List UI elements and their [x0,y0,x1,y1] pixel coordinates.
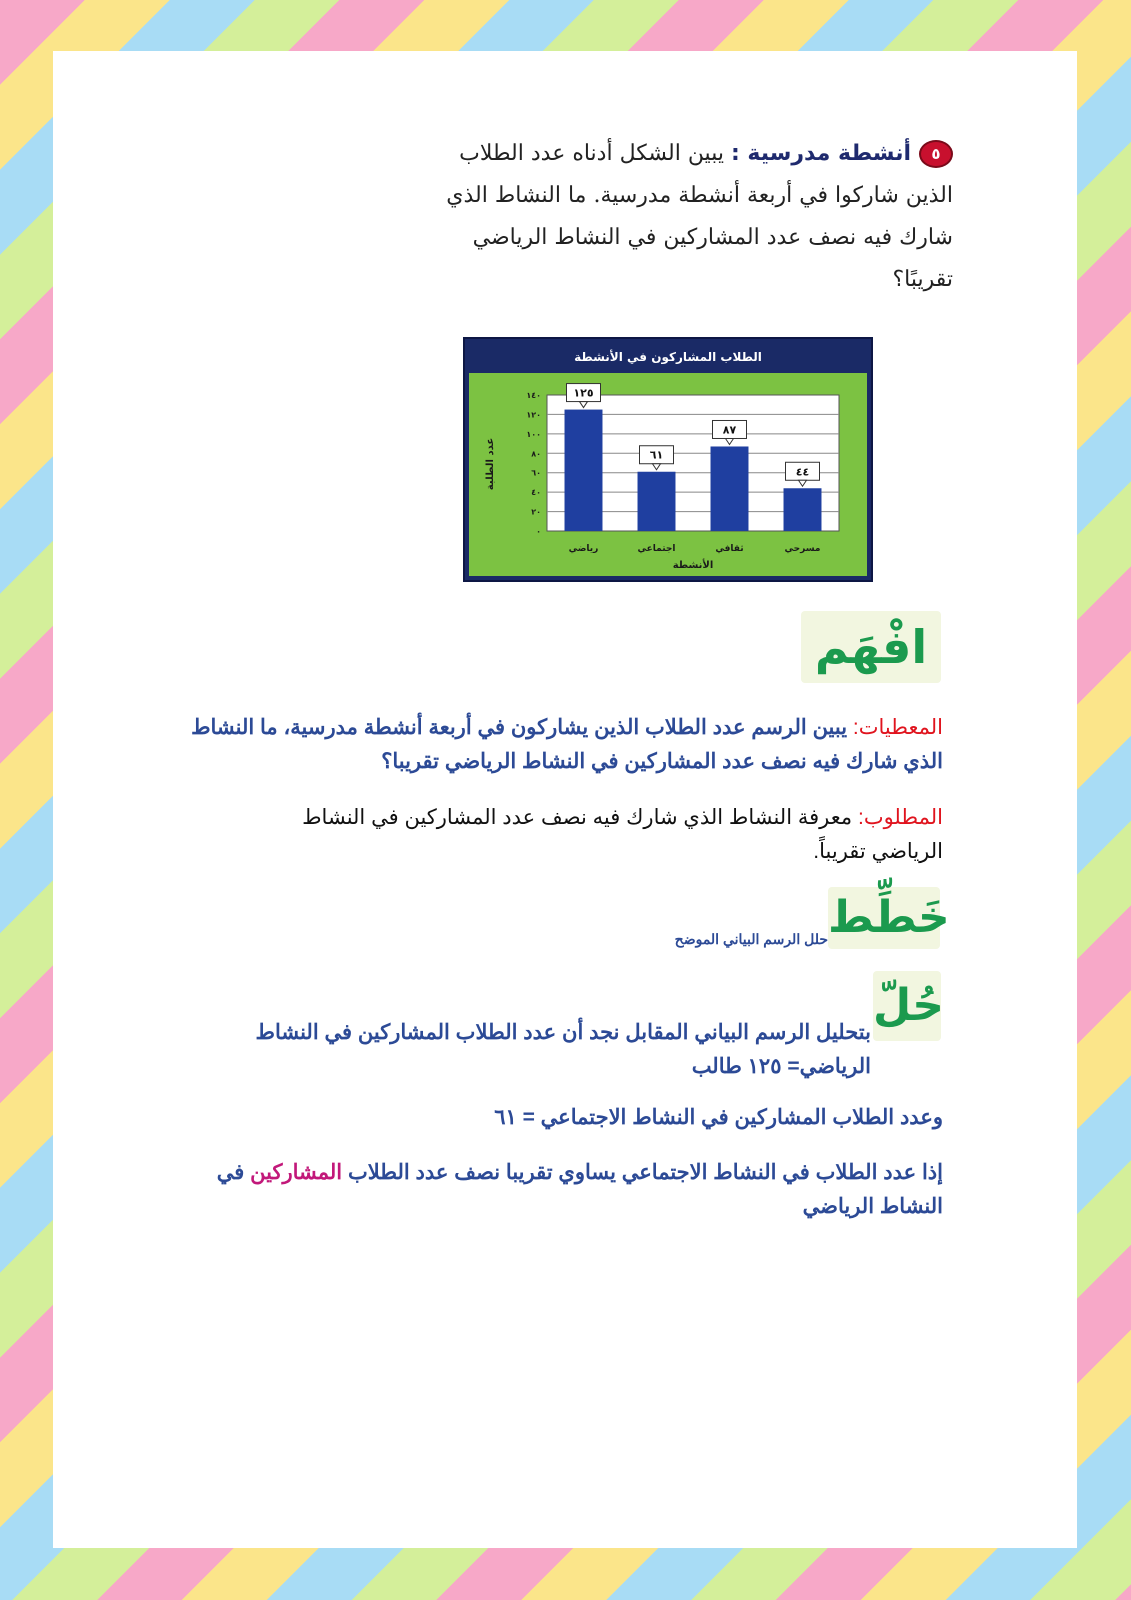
solution-line-3 [173,1156,943,1224]
given-text: يبين الرسم عدد الطلاب الذين يشاركون في أربعة أنشطة مدرسية، ما النشاط الذي شارك فيه نصف عدد المشاركين في النشاط الرياضي تقريبا؟ [191,716,943,773]
y-tick-label: ٦٠ [531,468,541,478]
understand-section-logo: افْهَم [801,611,941,683]
problem-statement [433,133,953,301]
chart-bar [711,446,749,531]
y-tick-label: ١٤٠ [526,391,541,400]
given-label: المعطيات: [852,716,943,739]
data-label: ٤٤ [795,465,810,479]
y-tick-label: ٨٠ [531,449,541,459]
required-paragraph [243,801,943,869]
data-label: ٨٧ [722,423,737,437]
y-axis-title: عدد الطلبة [485,437,496,491]
plan-section-logo: خَطِّط [828,887,940,949]
bar-chart [463,337,873,582]
data-label: ٦١ [649,448,664,462]
solution-line-2: وعدد الطلاب المشاركين في النشاط الاجتماعي = ٦١ [494,1106,943,1129]
problem-text: يبين الشكل أدناه عدد الطلاب الذين شاركوا في أربعة أنشطة مدرسية. ما النشاط الذي شارك فيه نصف عدد المشاركين في النشاط الرياضي تقريبًا؟ [446,141,953,292]
chart-bar [565,410,603,531]
required-text: معرفة النشاط الذي شارك فيه نصف عدد المشاركين في النشاط الرياضي تقريباً. [302,806,943,863]
y-tick-label: ٤٠ [531,488,541,498]
problem-number-badge: ٥ [919,140,953,168]
x-axis-title: الأنشطة [672,560,714,571]
y-tick-label: ٠ [536,527,541,536]
solution-line-3-part-c: في النشاط الرياضي [216,1161,943,1218]
required-label: المطلوب: [857,806,943,829]
data-label: ١٢٥ [573,386,594,400]
given-paragraph [183,711,943,779]
x-tick-label: مسرحي [784,544,821,554]
problem-title: أنشطة مدرسية : [730,141,911,166]
chart-bar [784,488,822,531]
solution-line-3-part-a: إذا عدد الطلاب في النشاط الاجتماعي يساوي تقريبا نصف عدد الطلاب [347,1161,943,1184]
y-tick-label: ١٠٠ [526,429,541,439]
solve-section-logo: حُلّ [873,971,941,1041]
y-tick-label: ١٢٠ [526,410,541,420]
solution-line-3-highlight: المشاركين [250,1161,343,1184]
plan-text: حلل الرسم البياني الموضح [674,931,828,947]
chart-bar [638,472,676,531]
x-tick-label: رياضي [568,544,599,554]
page-sheet [53,51,1077,1548]
x-tick-label: اجتماعي [637,544,676,554]
chart-title: الطلاب المشاركون في الأنشطة [574,350,762,364]
x-tick-label: ثقافي [715,544,744,554]
solution-line-1: بتحليل الرسم البياني المقابل نجد أن عدد الطلاب المشاركين في النشاط الرياضي= ١٢٥ طالب [255,1021,871,1078]
y-tick-label: ٢٠ [531,507,541,517]
bar-chart-svg [465,339,871,580]
